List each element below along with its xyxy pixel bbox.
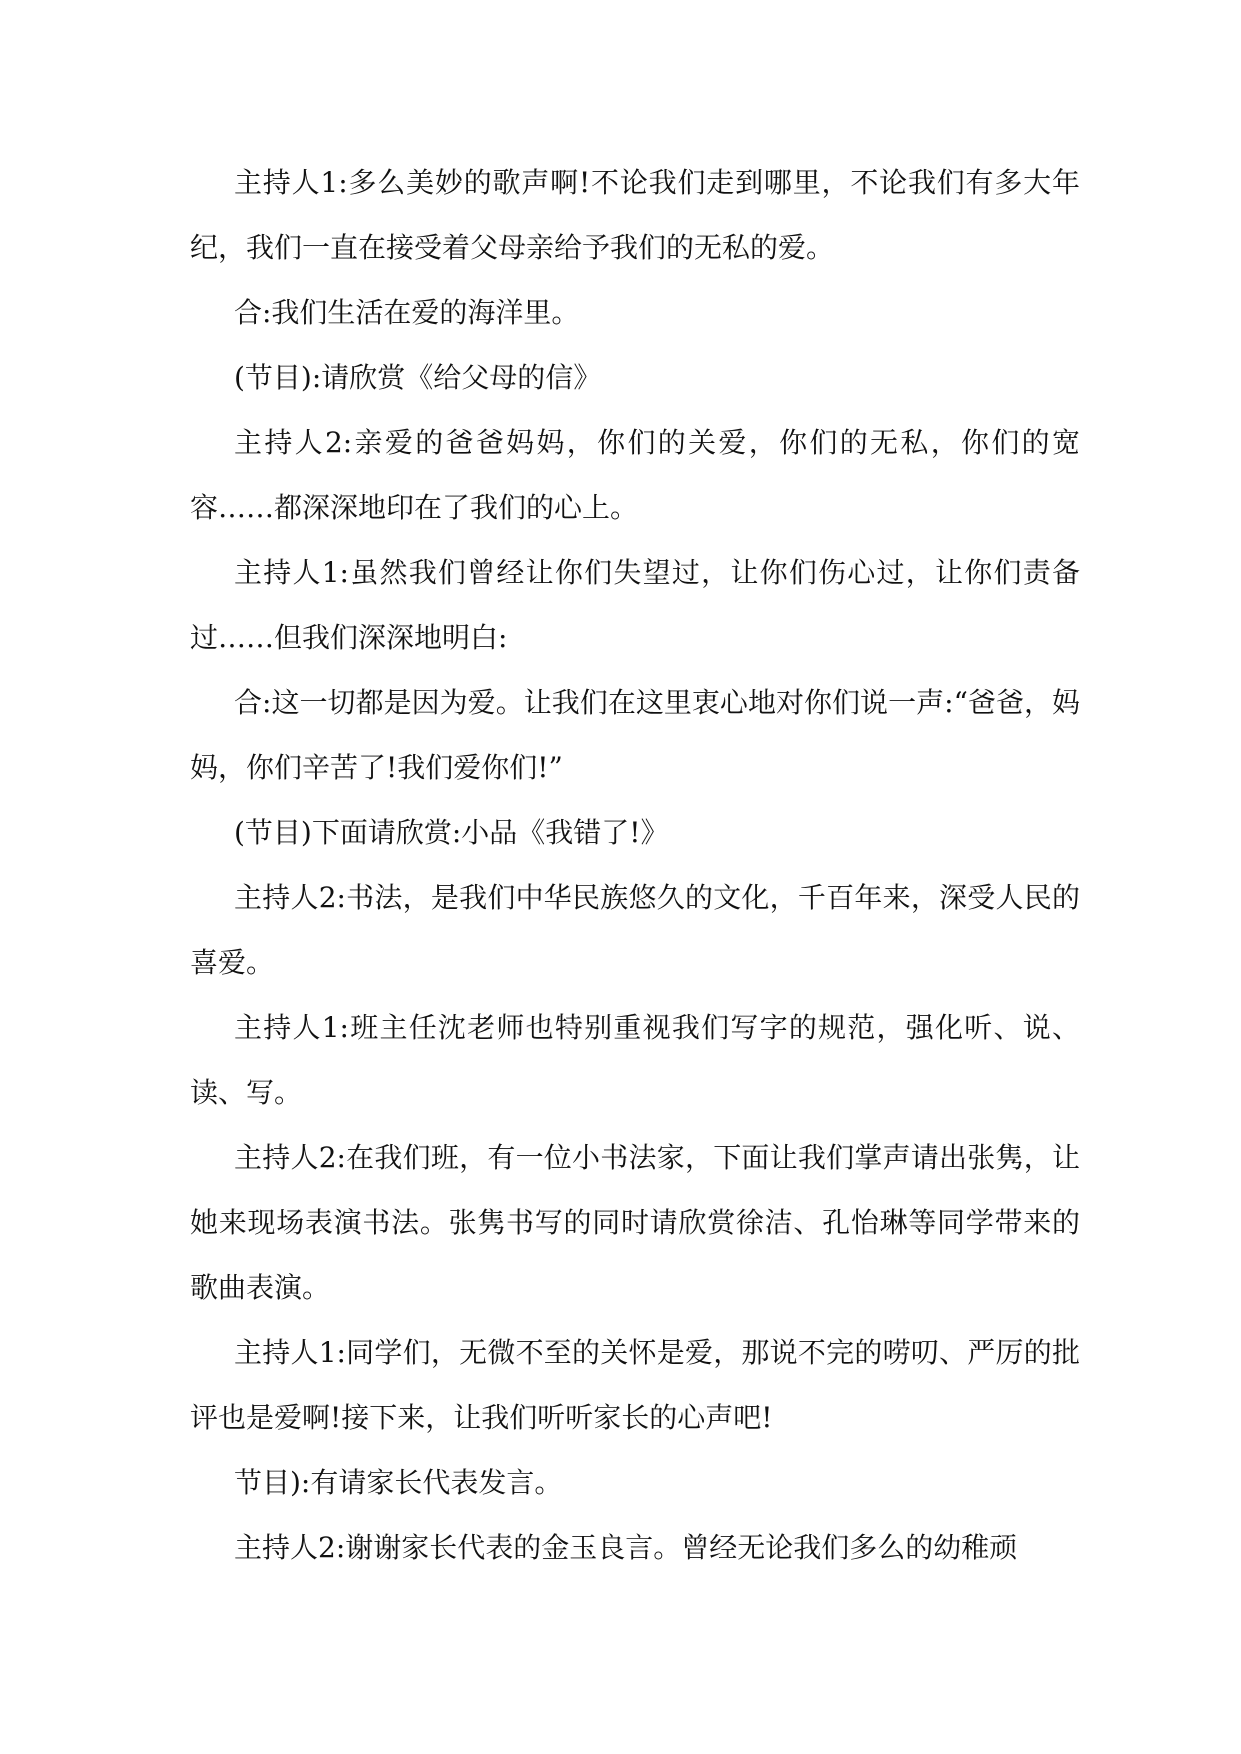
paragraph: 主持人1:班主任沈老师也特别重视我们写字的规范，强化听、说、读、写。 [190,1011,1080,1109]
paragraph: (节目)下面请欣赏:小品《我错了!》 [234,816,669,849]
paragraph: 主持人2:书法，是我们中华民族悠久的文化，千百年来，深受人民的喜爱。 [190,881,1080,979]
paragraph: 主持人2:在我们班，有一位小书法家，下面让我们掌声请出张隽，让她来现场表演书法。张隽书写的同时请欣赏徐洁、孔怡琳等同学带来的歌曲表演。 [190,1141,1080,1304]
paragraph: 节目):有请家长代表发言。 [234,1466,563,1499]
paragraph: 主持人1:同学们，无微不至的关怀是爱，那说不完的唠叨、严厉的批评也是爱啊!接下来，让我们听听家长的心声吧! [190,1336,1080,1434]
paragraph: 主持人1:虽然我们曾经让你们失望过，让你们伤心过，让你们责备过……但我们深深地明白: [190,556,1080,654]
paragraph: 主持人2:亲爱的爸爸妈妈，你们的关爱，你们的无私，你们的宽容……都深深地印在了我们的心上。 [190,426,1080,524]
paragraph: 主持人2:谢谢家长代表的金玉良言。曾经无论我们多么的幼稚顽 [234,1531,1018,1564]
paragraph: (节目):请欣赏《给父母的信》 [234,361,602,394]
paragraph: 合:这一切都是因为爱。让我们在这里衷心地对你们说一声:“爸爸，妈妈，你们辛苦了!我们爱你们!” [190,686,1080,784]
document-body [190,150,1080,1580]
paragraph: 主持人1:多么美妙的歌声啊!不论我们走到哪里，不论我们有多大年纪，我们一直在接受着父母亲给予我们的无私的爱。 [190,166,1080,264]
paragraph: 合:我们生活在爱的海洋里。 [234,296,580,329]
